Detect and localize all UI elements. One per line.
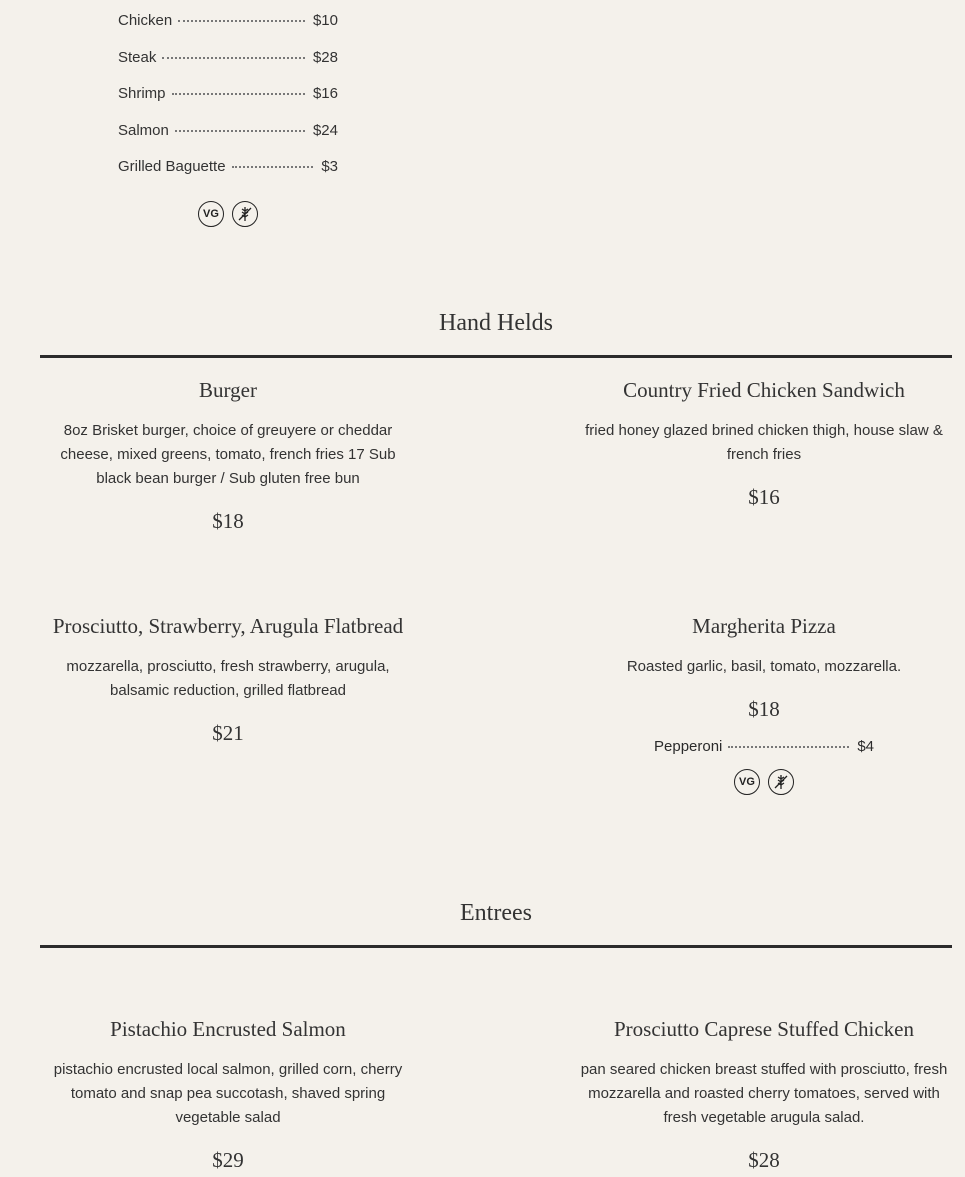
item-title: Margherita Pizza xyxy=(692,614,836,638)
gluten-free-icon xyxy=(232,201,258,227)
item-description: Roasted garlic, basil, tomato, mozzarella. xyxy=(626,658,902,675)
menu-item-flatbread xyxy=(42,614,414,746)
item-price: $16 xyxy=(748,485,780,509)
menu-item-pistachio-salmon xyxy=(42,1017,414,1173)
section-divider xyxy=(40,945,952,948)
item-title: Country Fried Chicken Sandwich xyxy=(623,378,905,402)
item-price: $21 xyxy=(212,721,244,745)
diet-icons xyxy=(578,769,950,795)
leader-dots xyxy=(178,20,305,22)
item-price: $18 xyxy=(212,509,244,533)
item-title: Prosciutto, Strawberry, Arugula Flatbread xyxy=(52,614,404,638)
section-divider xyxy=(40,355,952,358)
item-description: 8oz Brisket burger, choice of greuyere or cheddar cheese, mixed greens, tomato, french fries 17 Sub black bean burger / Sub gluten free bun xyxy=(60,422,396,487)
addon-row xyxy=(654,738,874,755)
item-price: $28 xyxy=(748,1148,780,1172)
addon-price: $24 xyxy=(312,121,338,139)
addon-price: $28 xyxy=(312,48,338,66)
item-description: pan seared chicken breast stuffed with prosciutto, fresh mozzarella and roasted cherry tomatoes, served with fresh vegetable arugula salad. xyxy=(580,1061,948,1126)
item-description: mozzarella, prosciutto, fresh strawberry, arugula, balsamic reduction, grilled flatbread xyxy=(66,658,390,699)
addon-price: $4 xyxy=(857,738,874,755)
item-price: $18 xyxy=(748,697,780,721)
addon-name: Pepperoni xyxy=(654,738,723,755)
addon-row xyxy=(118,49,338,86)
addon-price: $3 xyxy=(321,158,338,175)
addon-price: $10 xyxy=(312,12,338,29)
item-description: fried honey glazed brined chicken thigh, house slaw & french fries xyxy=(585,422,943,463)
leader-dots xyxy=(175,130,305,132)
vegetarian-icon: VG xyxy=(734,769,760,795)
item-title: Pistachio Encrusted Salmon xyxy=(110,1017,346,1041)
leader-dots xyxy=(232,166,314,168)
item-title: Burger xyxy=(199,378,257,402)
addon-name: Salmon xyxy=(118,121,169,139)
addon-row xyxy=(118,85,338,122)
gluten-free-icon xyxy=(768,769,794,795)
menu-item-country-fried-chicken-sandwich xyxy=(578,378,950,510)
diet-icons xyxy=(118,201,338,227)
addon-name: Shrimp xyxy=(118,85,166,102)
leader-dots xyxy=(728,746,849,748)
menu-item-burger xyxy=(42,378,414,534)
addon-name: Chicken xyxy=(118,12,173,29)
section-title-entrees: Entrees xyxy=(460,900,532,926)
item-title: Prosciutto Caprese Stuffed Chicken xyxy=(614,1017,914,1041)
item-price: $29 xyxy=(212,1148,244,1172)
menu-item-margherita-pizza xyxy=(578,614,950,795)
addon-row xyxy=(118,158,338,195)
addon-name: Steak xyxy=(118,48,157,66)
leader-dots xyxy=(172,93,305,95)
addon-row xyxy=(118,122,338,159)
item-description: pistachio encrusted local salmon, grilled corn, cherry tomato and snap pea succotash, shaved spring vegetable salad xyxy=(53,1061,403,1126)
leader-dots xyxy=(162,57,305,59)
vegetarian-icon: VG xyxy=(198,201,224,227)
addon-price: $16 xyxy=(312,85,338,102)
addon-list xyxy=(118,12,338,227)
addon-name: Grilled Baguette xyxy=(118,158,226,175)
section-title-hand-helds: Hand Helds xyxy=(439,310,553,336)
addon-row xyxy=(118,12,338,49)
menu-item-stuffed-chicken xyxy=(578,1017,950,1173)
